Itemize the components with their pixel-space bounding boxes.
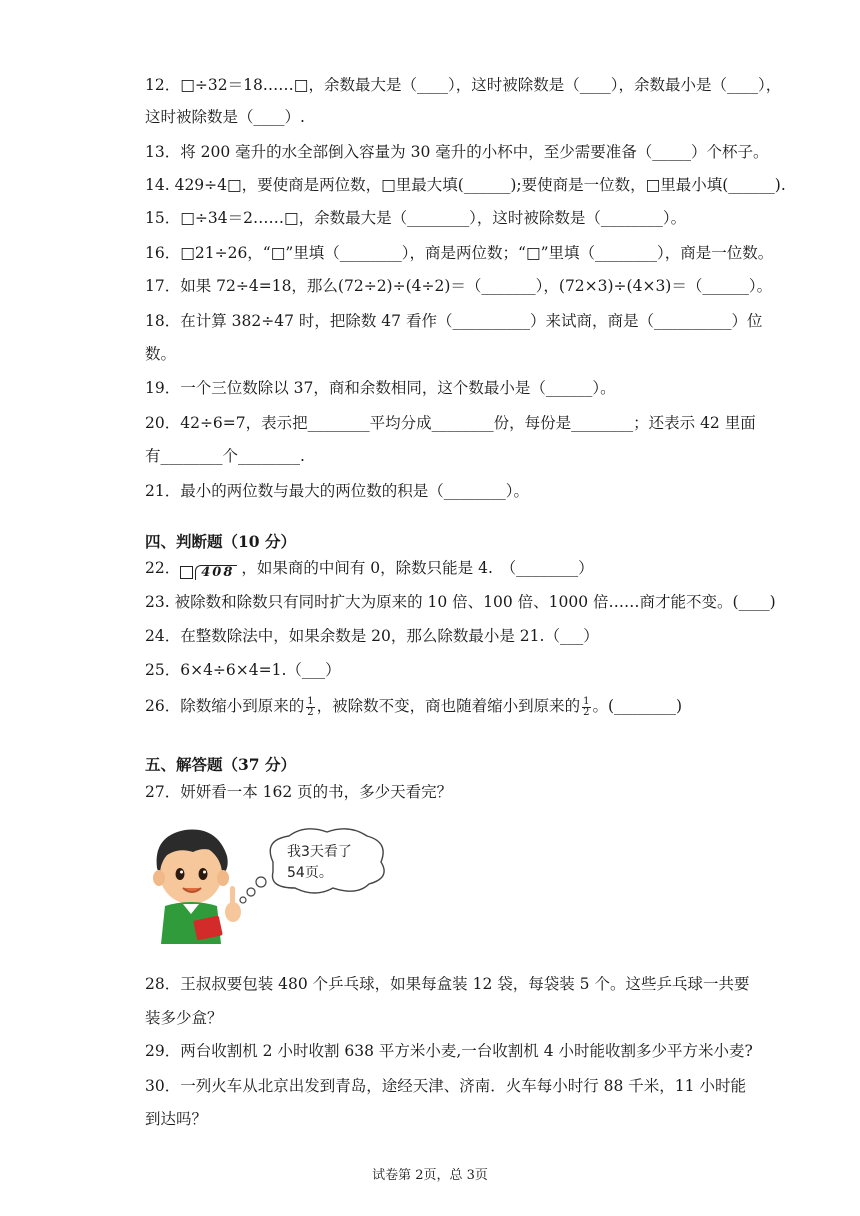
boy-illustration-icon <box>145 822 395 950</box>
page-footer: 试卷第 2页，总 3页 <box>372 1168 488 1183</box>
question-12-line1: 12．□÷32＝18……□，余数最大是（____），这时被除数是（____），余数最小是（____）， <box>145 76 782 94</box>
question-17: 17．如果 72÷4=18，那么(72÷2)÷(4÷2)＝（_______），(72×3)÷(4×3)＝（______）。 <box>145 277 773 295</box>
long-division-icon <box>180 561 237 580</box>
blank-box-icon <box>180 566 193 579</box>
bubble-line2: 54页。 <box>287 865 333 881</box>
question-14: 14. 429÷4□，要使商是两位数，□里最大填(______);要使商是一位数，□里最小填(______). <box>145 176 786 194</box>
question-30-line1: 30．一列火车从北京出发到青岛，途经天津、济南．火车每小时行 88 千米，11 小时能 <box>145 1077 746 1095</box>
question-23: 23. 被除数和除数只有同时扩大为原来的 10 倍、100 倍、1000 倍……商才能不变。(____) <box>145 593 776 611</box>
question-18-line2: 数。 <box>145 345 177 363</box>
fraction-numerator: 1 <box>307 695 314 707</box>
question-28-line2: 装多少盒？ <box>145 1009 223 1027</box>
question-24: 24．在整数除法中，如果余数是 20，那么除数最小是 21.（___） <box>145 627 599 645</box>
question-26-part2: ，被除数不变，商也随着缩小到原来的 <box>316 697 581 715</box>
fraction-denominator: 2 <box>307 706 314 718</box>
question-25: 25．6×4÷6×4=1.（___） <box>145 661 341 679</box>
question-22-text: ，如果商的中间有 0，除数只能是 4. （________） <box>241 559 594 577</box>
section-5-heading: 五、解答题（37 分） <box>145 755 296 774</box>
dividend: 408 <box>195 565 237 580</box>
question-22-number: 22． <box>145 559 181 577</box>
question-26-part1: 26．除数缩小到原来的 <box>145 697 305 715</box>
question-30-line2: 到达吗？ <box>145 1110 208 1128</box>
question-13: 13．将 200 毫升的水全部倒入容量为 30 毫升的小杯中，至少需要准备（_____）个杯子。 <box>145 143 769 161</box>
question-20-line1: 20．42÷6=7，表示把________平均分成________份，每份是________；还表示 42 里面 <box>145 414 756 432</box>
question-27: 27．妍妍看一本 162 页的书，多少天看完？ <box>145 783 453 801</box>
section-4-heading: 四、判断题（10 分） <box>145 532 296 551</box>
question-18-line1: 18．在计算 382÷47 时，把除数 47 看作（__________）来试商，商是（__________）位 <box>145 312 763 330</box>
question-26 <box>145 696 682 718</box>
question-29: 29．两台收割机 2 小时收割 638 平方米小麦,一台收割机 4 小时能收割多少平方米小麦? <box>145 1042 753 1060</box>
question-28-line1: 28．王叔叔要包装 480 个乒乓球，如果每盒装 12 袋，每袋装 5 个。这些乒乓球一共要 <box>145 975 750 993</box>
boy-reading-illustration <box>145 822 395 950</box>
fraction-numerator: 1 <box>583 695 590 707</box>
question-15: 15．□÷34＝2……□，余数最大是（________），这时被除数是（________）。 <box>145 209 687 227</box>
bubble-line1: 我3天看了 <box>287 844 352 860</box>
question-21: 21．最小的两位数与最大的两位数的积是（________）。 <box>145 482 529 500</box>
fraction-one-half <box>582 697 590 718</box>
question-16: 16．□21÷26，“□”里填（________），商是两位数；“□”里填（________），商是一位数。 <box>145 244 774 262</box>
fraction-one-half <box>306 697 314 718</box>
question-19: 19．一个三位数除以 37，商和余数相同，这个数最小是（______）。 <box>145 379 616 397</box>
question-12-line2: 这时被除数是（____）. <box>145 108 305 126</box>
question-20-line2: 有________个________. <box>145 447 305 465</box>
question-26-part3: 。(________) <box>592 697 683 715</box>
fraction-denominator: 2 <box>583 706 590 718</box>
question-22 <box>145 558 594 578</box>
